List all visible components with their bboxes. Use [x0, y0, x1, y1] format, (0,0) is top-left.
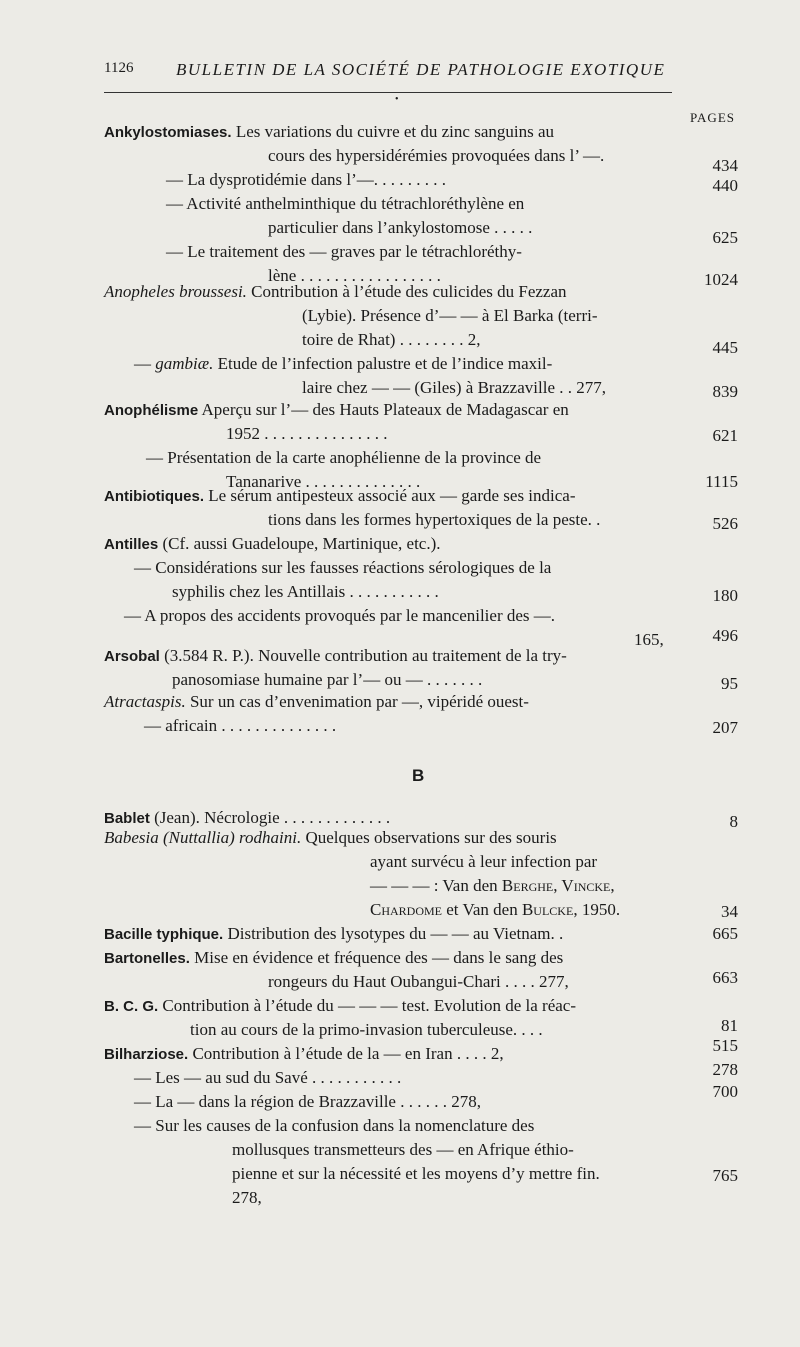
entry-text: (Cf. aussi Guadeloupe, Martinique, etc.).	[158, 534, 441, 553]
page-ref: 445	[712, 338, 738, 357]
entry-taxon: Anopheles broussesi.	[104, 282, 247, 301]
page-ref: 434	[712, 156, 738, 175]
index-line	[134, 354, 552, 374]
running-title: BULLETIN DE LA SOCIÉTÉ DE PATHOLOGIE EXOTIQUE	[176, 60, 666, 79]
index-line	[104, 534, 441, 555]
page-ref: 839	[712, 382, 738, 401]
entry-text: Tananarive . . . . . . . . . . . . . .	[226, 472, 421, 491]
entry-text: tions dans les formes hypertoxiques de la peste. .	[268, 510, 601, 529]
index-line	[134, 558, 551, 578]
entry-text: Sur un cas d’envenimation par —, vipéridé ouest-	[185, 692, 529, 711]
entry-text: — Activité anthelminthique du tétrachloréthylène en	[166, 194, 525, 213]
entry-keyword: B. C. G.	[104, 998, 159, 1015]
entry-text: — Sur les causes de la confusion dans la nomenclature des	[134, 1116, 535, 1135]
entry-text: — Le traitement des — graves par le tétrachloréthy-	[166, 242, 522, 261]
entry-text: Les variations du cuivre et du zinc sanguins au	[231, 122, 554, 141]
entry-text: cours des hypersidérémies provoquées dans l’ —.	[268, 146, 605, 165]
page-ref: 663	[712, 968, 738, 987]
index-line	[104, 646, 567, 667]
entry-text: et Van den	[442, 900, 522, 919]
index-line	[104, 948, 563, 969]
index-line	[104, 486, 576, 507]
entry-text: 278,	[232, 1188, 262, 1207]
entry-text: — La — dans la région de Brazzaville . . . . . . 278,	[134, 1092, 481, 1111]
page-ref: 700	[712, 1082, 738, 1101]
entry-text: , 1950.	[573, 900, 621, 919]
index-line	[104, 828, 557, 848]
entry-text: Contribution à l’étude des culicides du Fezzan	[246, 282, 567, 301]
index-line	[232, 1140, 574, 1160]
index-line	[268, 146, 604, 166]
entry-keyword: Arsobal	[104, 648, 160, 665]
entry-text: 1952 . . . . . . . . . . . . . . .	[226, 424, 388, 443]
index-line	[370, 852, 597, 872]
entry-keyword: Anophélisme	[104, 402, 199, 419]
page-ref: 1024	[704, 270, 738, 289]
index-line	[134, 1092, 481, 1112]
index-line	[104, 996, 576, 1017]
entry-taxon: Atractaspis.	[104, 692, 186, 711]
index-line	[370, 900, 620, 920]
entry-text: — Présentation de la carte anophélienne de la province de	[146, 448, 542, 467]
page-ref: 625	[712, 228, 738, 247]
entry-text: — africain . . . . . . . . . . . . . .	[144, 716, 337, 735]
entry-text: Distribution des lysotypes du — — au Vietnam. .	[223, 924, 564, 943]
entry-text: 165,	[634, 630, 664, 649]
page-number: 1126	[104, 60, 134, 76]
entry-text: Contribution à l’étude du — — — test. Evolution de la réac-	[158, 996, 576, 1015]
page-ref: 34	[721, 902, 738, 921]
page-ref: 621	[712, 426, 738, 445]
entry-text: syphilis chez les Antillais . . . . . . . . . . .	[172, 582, 439, 601]
index-line	[104, 924, 563, 945]
entry-text: Contribution à l’étude de la — en Iran . . . . 2,	[188, 1044, 504, 1063]
entry-keyword: Bilharziose.	[104, 1046, 189, 1063]
entry-text: laire chez — — (Giles) à Brazzaville . . 277,	[302, 378, 606, 397]
index-line	[302, 306, 598, 326]
page-ref: 515	[712, 1036, 738, 1055]
entry-text: — Les — au sud du Savé . . . . . . . . . . .	[134, 1068, 402, 1087]
page-ref: 81	[721, 1016, 738, 1035]
section-letter-b: B	[412, 766, 425, 785]
index-line	[172, 582, 439, 602]
entry-text: panosomiase humaine par l’— ou — . . . . . . .	[172, 670, 483, 689]
index-line	[172, 670, 482, 690]
page-ref: 665	[712, 924, 738, 943]
entry-text: lène . . . . . . . . . . . . . . . . .	[268, 266, 441, 285]
entry-text: ayant survécu à leur infection par	[370, 852, 598, 871]
page-ref: 180	[712, 586, 738, 605]
index-line	[302, 330, 480, 350]
index-line	[634, 630, 664, 650]
entry-text: (3.584 R. P.). Nouvelle contribution au traitement de la try-	[159, 646, 567, 665]
entry-text: — La dysprotidémie dans l’—. . . . . . . . .	[166, 170, 446, 189]
entry-taxon: Babesia (Nuttallia) rodhaini.	[104, 828, 302, 847]
index-line	[370, 876, 615, 896]
entry-text: Etude de l’infection palustre et de l’indice maxil-	[213, 354, 553, 373]
index-line	[144, 716, 336, 736]
entry-text: mollusques transmetteurs des — en Afrique éthio-	[232, 1140, 574, 1159]
entry-keyword: Ankylostomiases.	[104, 124, 232, 141]
author-name: Bulcke	[521, 900, 574, 919]
index-line	[146, 448, 541, 468]
page-ref: 8	[729, 812, 738, 831]
page-ref: 765	[712, 1166, 738, 1185]
index-line	[104, 1044, 504, 1065]
page-ref: 496	[712, 626, 738, 645]
index-line	[104, 400, 569, 421]
entry-text: Le sérum antipesteux associé aux — garde ses indica-	[204, 486, 576, 505]
index-line	[166, 242, 522, 262]
index-line	[268, 510, 600, 530]
entry-text: — A propos des accidents provoqués par le mancenilier des —.	[124, 606, 556, 625]
index-line	[134, 1068, 401, 1088]
index-line	[166, 194, 524, 214]
entry-keyword: Bablet	[104, 810, 150, 827]
index-line	[226, 424, 388, 444]
index-line	[104, 692, 529, 712]
entry-text: (Jean). Nécrologie . . . . . . . . . . . . .	[149, 808, 391, 827]
author-names: Berghe, Vincke,	[501, 876, 615, 895]
entry-text: Aperçu sur l’— des Hauts Plateaux de Madagascar en	[198, 400, 569, 419]
page-ref: 526	[712, 514, 738, 533]
entry-text: tion au cours de la primo-invasion tuberculeuse. . . .	[190, 1020, 543, 1039]
bullet-mark: •	[395, 94, 399, 105]
index-line	[166, 170, 446, 190]
index-line	[104, 282, 567, 302]
entry-text: — — — : Van den	[370, 876, 502, 895]
dash-prefix: —	[134, 354, 156, 373]
entry-taxon: gambiæ.	[155, 354, 214, 373]
entry-text: pienne et sur la nécessité et les moyens d’y mettre fin.	[232, 1164, 600, 1183]
entry-text: — Considérations sur les fausses réactions sérologiques de la	[134, 558, 552, 577]
index-line	[268, 218, 532, 238]
entry-keyword: Bacille typhique.	[104, 926, 224, 943]
index-line	[134, 1116, 534, 1136]
page-ref: 207	[712, 718, 738, 737]
page-ref: 1115	[705, 472, 738, 491]
page-ref: 278	[712, 1060, 738, 1079]
entry-text: toire de Rhat) . . . . . . . . 2,	[302, 330, 481, 349]
index-line	[268, 972, 569, 992]
entry-text: Quelques observations sur des souris	[301, 828, 557, 847]
pages-column-label: PAGES	[690, 110, 735, 125]
index-line	[104, 122, 554, 143]
entry-text: particulier dans l’ankylostomose . . . . .	[268, 218, 533, 237]
page-ref: 440	[712, 176, 738, 195]
index-line	[190, 1020, 543, 1040]
index-line	[302, 378, 606, 398]
index-line	[124, 606, 555, 626]
header-rule	[104, 92, 672, 93]
entry-text: rongeurs du Haut Oubangui-Chari . . . . 277,	[268, 972, 569, 991]
index-line	[232, 1164, 600, 1184]
index-line	[232, 1188, 262, 1208]
entry-text: (Lybie). Présence d’— — à El Barka (terri-	[302, 306, 598, 325]
entry-text: Mise en évidence et fréquence des — dans le sang des	[189, 948, 564, 967]
entry-keyword: Antibiotiques.	[104, 488, 204, 505]
entry-keyword: Antilles	[104, 536, 159, 553]
page-ref: 95	[721, 674, 738, 693]
author-name: Chardome	[370, 900, 443, 919]
index-line	[104, 808, 390, 829]
entry-keyword: Bartonelles.	[104, 950, 190, 967]
